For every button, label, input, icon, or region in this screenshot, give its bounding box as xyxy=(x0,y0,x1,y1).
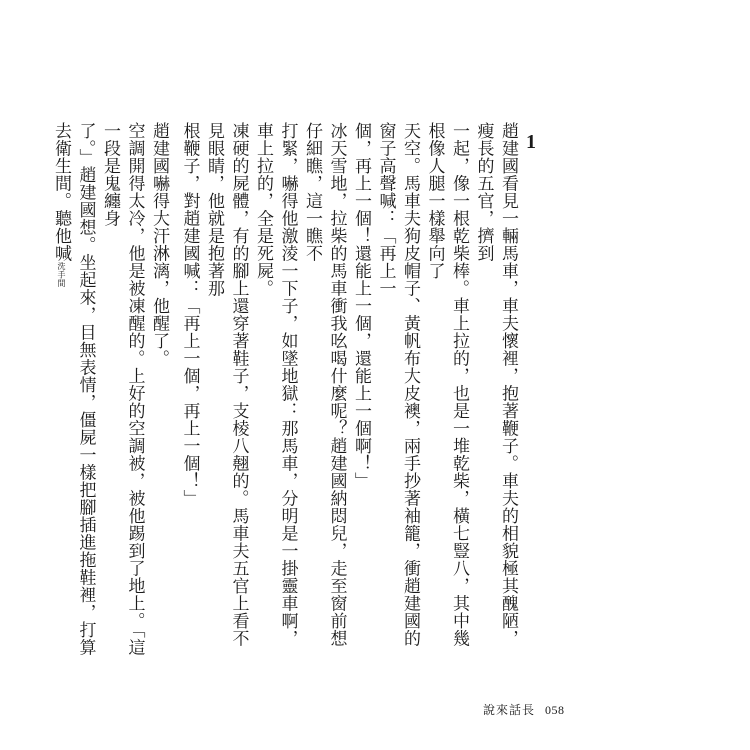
running-footer xyxy=(483,703,565,717)
paragraph-4-text: 空調開得太冷，他是被凍醒的。上好的空調被，被他踢到了地上。「這一段是鬼纏身 了。」趙建國想。坐起來，目無表情，僵屍一樣把腳插進拖鞋裡，打算去衛生間。聽他喊 xyxy=(51,122,145,656)
running-title: 說來話長 xyxy=(483,703,536,717)
chapter-number: 1 xyxy=(526,131,536,153)
page-number: 058 xyxy=(545,703,565,717)
paragraph-4 xyxy=(49,122,147,662)
paragraph-3: 趙建國嚇得大汗淋漓，他醒了。 xyxy=(149,122,169,367)
paragraph-1: 趙建國看見一輛馬車，車夫懷裡，抱著鞭子。車夫的相貌極其醜陋，瘦長的五官，擠到 一起，像一根乾柴棒。車上拉的，也是一堆乾柴，橫七豎八，其中幾根像人腿一樣舉向了 天空。馬車夫狗皮帽子、黃帆布大皮襖，兩手抄著袖籠，衝趙建國的窗子高聲喊：「再上一 個，再上一個！還能上一個，還能上一個啊！」 xyxy=(351,122,518,647)
paragraph-2: 冰天雪地，拉柴的馬車衝我吆喝什麼呢？趙建國納悶兒，走至窗前想仔細瞧，這一瞧不 打緊，嚇得他激淩一下子，如墜地獄：那馬車，分明是一掛靈車啊，車上拉的，全是死屍。 凍硬的屍體，有的腳上還穿著鞋子，支棱八翹的。馬車夫五官上看不見眼睛，他就是抱著那 根鞭子，對趙建國喊：「再上一個，再上一個！」 xyxy=(179,122,347,647)
body-text xyxy=(49,122,521,662)
interlinear-note: 洗手間 xyxy=(57,262,66,288)
